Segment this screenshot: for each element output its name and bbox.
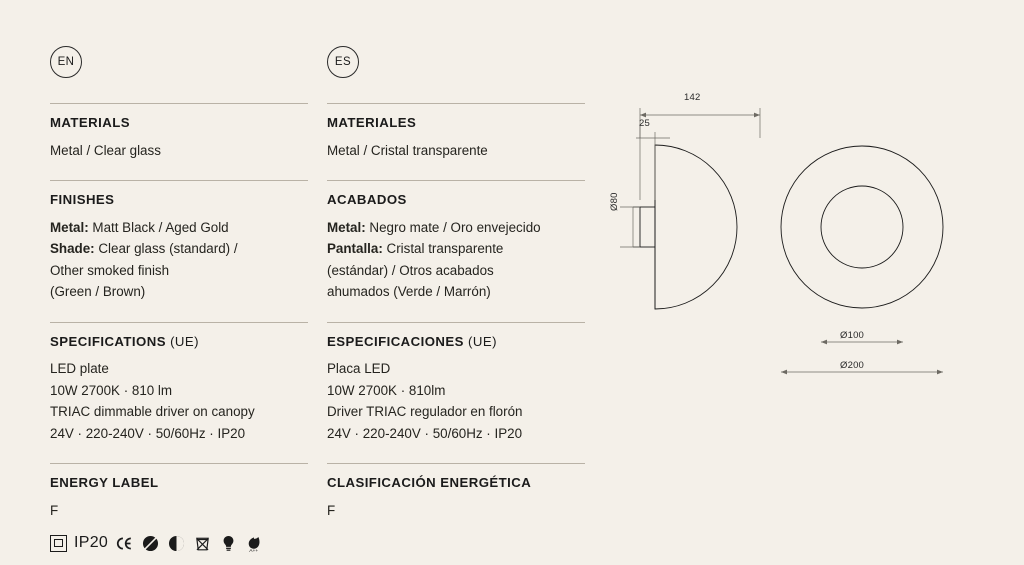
energy-class-a-plus-plus-icon <box>245 534 264 553</box>
energy-icon-row <box>50 530 308 556</box>
spec-line: Other smoked finish <box>50 262 170 278</box>
spec-line: Shade: Clear glass (standard) / <box>50 241 238 256</box>
outer-circle <box>781 146 943 308</box>
technical-drawing-svg <box>600 80 1000 410</box>
section-clasificacion-energetica-es <box>327 463 585 521</box>
section-title: ENERGY LABEL <box>50 475 159 490</box>
spec-line: (estándar) / Otros acabados <box>327 262 494 278</box>
language-badge-es[interactable]: ES <box>327 46 359 78</box>
section-title: SPECIFICATIONS (UE) <box>50 333 199 349</box>
energy-class-value: F <box>50 502 59 518</box>
bulb-not-included-icon <box>219 534 238 553</box>
spec-line: Metal: Matt Black / Aged Gold <box>50 219 229 235</box>
dimension-width: 142 <box>684 92 701 103</box>
spec-line: Placa LED <box>327 361 391 376</box>
dimension-outer-diameter: Ø200 <box>840 360 865 371</box>
language-column-es <box>327 46 585 521</box>
spec-line: 10W 2700K · 810lm <box>327 382 446 398</box>
spec-line: ahumados (Verde / Marrón) <box>327 284 491 299</box>
spec-line: 24V · 220-240V · 50/60Hz · IP20 <box>327 425 523 441</box>
shade-side-profile <box>655 145 737 309</box>
spec-line: 24V · 220-240V · 50/60Hz · IP20 <box>50 425 246 441</box>
inner-circle <box>821 186 903 268</box>
section-materials-en <box>50 103 308 161</box>
technical-drawing <box>600 80 1000 410</box>
spec-line: Metal: Negro mate / Oro envejecido <box>327 219 541 235</box>
language-badge-en[interactable]: EN <box>50 46 82 78</box>
canopy-side <box>640 207 655 247</box>
language-column-en <box>50 46 308 556</box>
no-dimmer-icon <box>141 534 160 553</box>
double-insulation-icon <box>50 535 67 552</box>
section-title: CLASIFICACIÓN ENERGÉTICA <box>327 475 532 490</box>
spec-line: 10W 2700K · 810 lm <box>50 382 173 398</box>
spec-line: Driver TRIAC regulador en florón <box>327 404 523 419</box>
spec-line: (Green / Brown) <box>50 284 146 299</box>
section-acabados-es <box>327 180 585 303</box>
section-materiales-es <box>327 103 585 161</box>
dimension-canopy-depth: 25 <box>639 118 650 129</box>
spec-line: Pantalla: Cristal transparente <box>327 241 504 256</box>
section-title: ESPECIFICACIONES (UE) <box>327 333 497 349</box>
svg-text:A++: A++ <box>249 548 259 553</box>
section-title: FINISHES <box>50 192 115 207</box>
dimension-inner-diameter: Ø100 <box>840 330 865 341</box>
section-title: MATERIALS <box>50 115 130 130</box>
no-waste-bin-icon <box>193 534 212 553</box>
energy-class-value: F <box>327 502 336 518</box>
spec-line: LED plate <box>50 361 109 376</box>
section-title: MATERIALES <box>327 115 417 130</box>
section-especificaciones-es <box>327 322 585 445</box>
dimension-canopy-diameter: Ø80 <box>609 192 620 211</box>
dimmable-icon <box>167 534 186 553</box>
ip-rating-label: IP20 <box>74 534 109 551</box>
spec-line: Metal / Cristal transparente <box>327 142 488 158</box>
section-specifications-en <box>50 322 308 445</box>
section-energy-label-en <box>50 463 308 556</box>
section-title: ACABADOS <box>327 192 407 207</box>
spec-line: Metal / Clear glass <box>50 142 161 158</box>
ce-mark-icon <box>115 534 134 553</box>
spec-line: TRIAC dimmable driver on canopy <box>50 404 255 419</box>
section-finishes-en <box>50 180 308 303</box>
